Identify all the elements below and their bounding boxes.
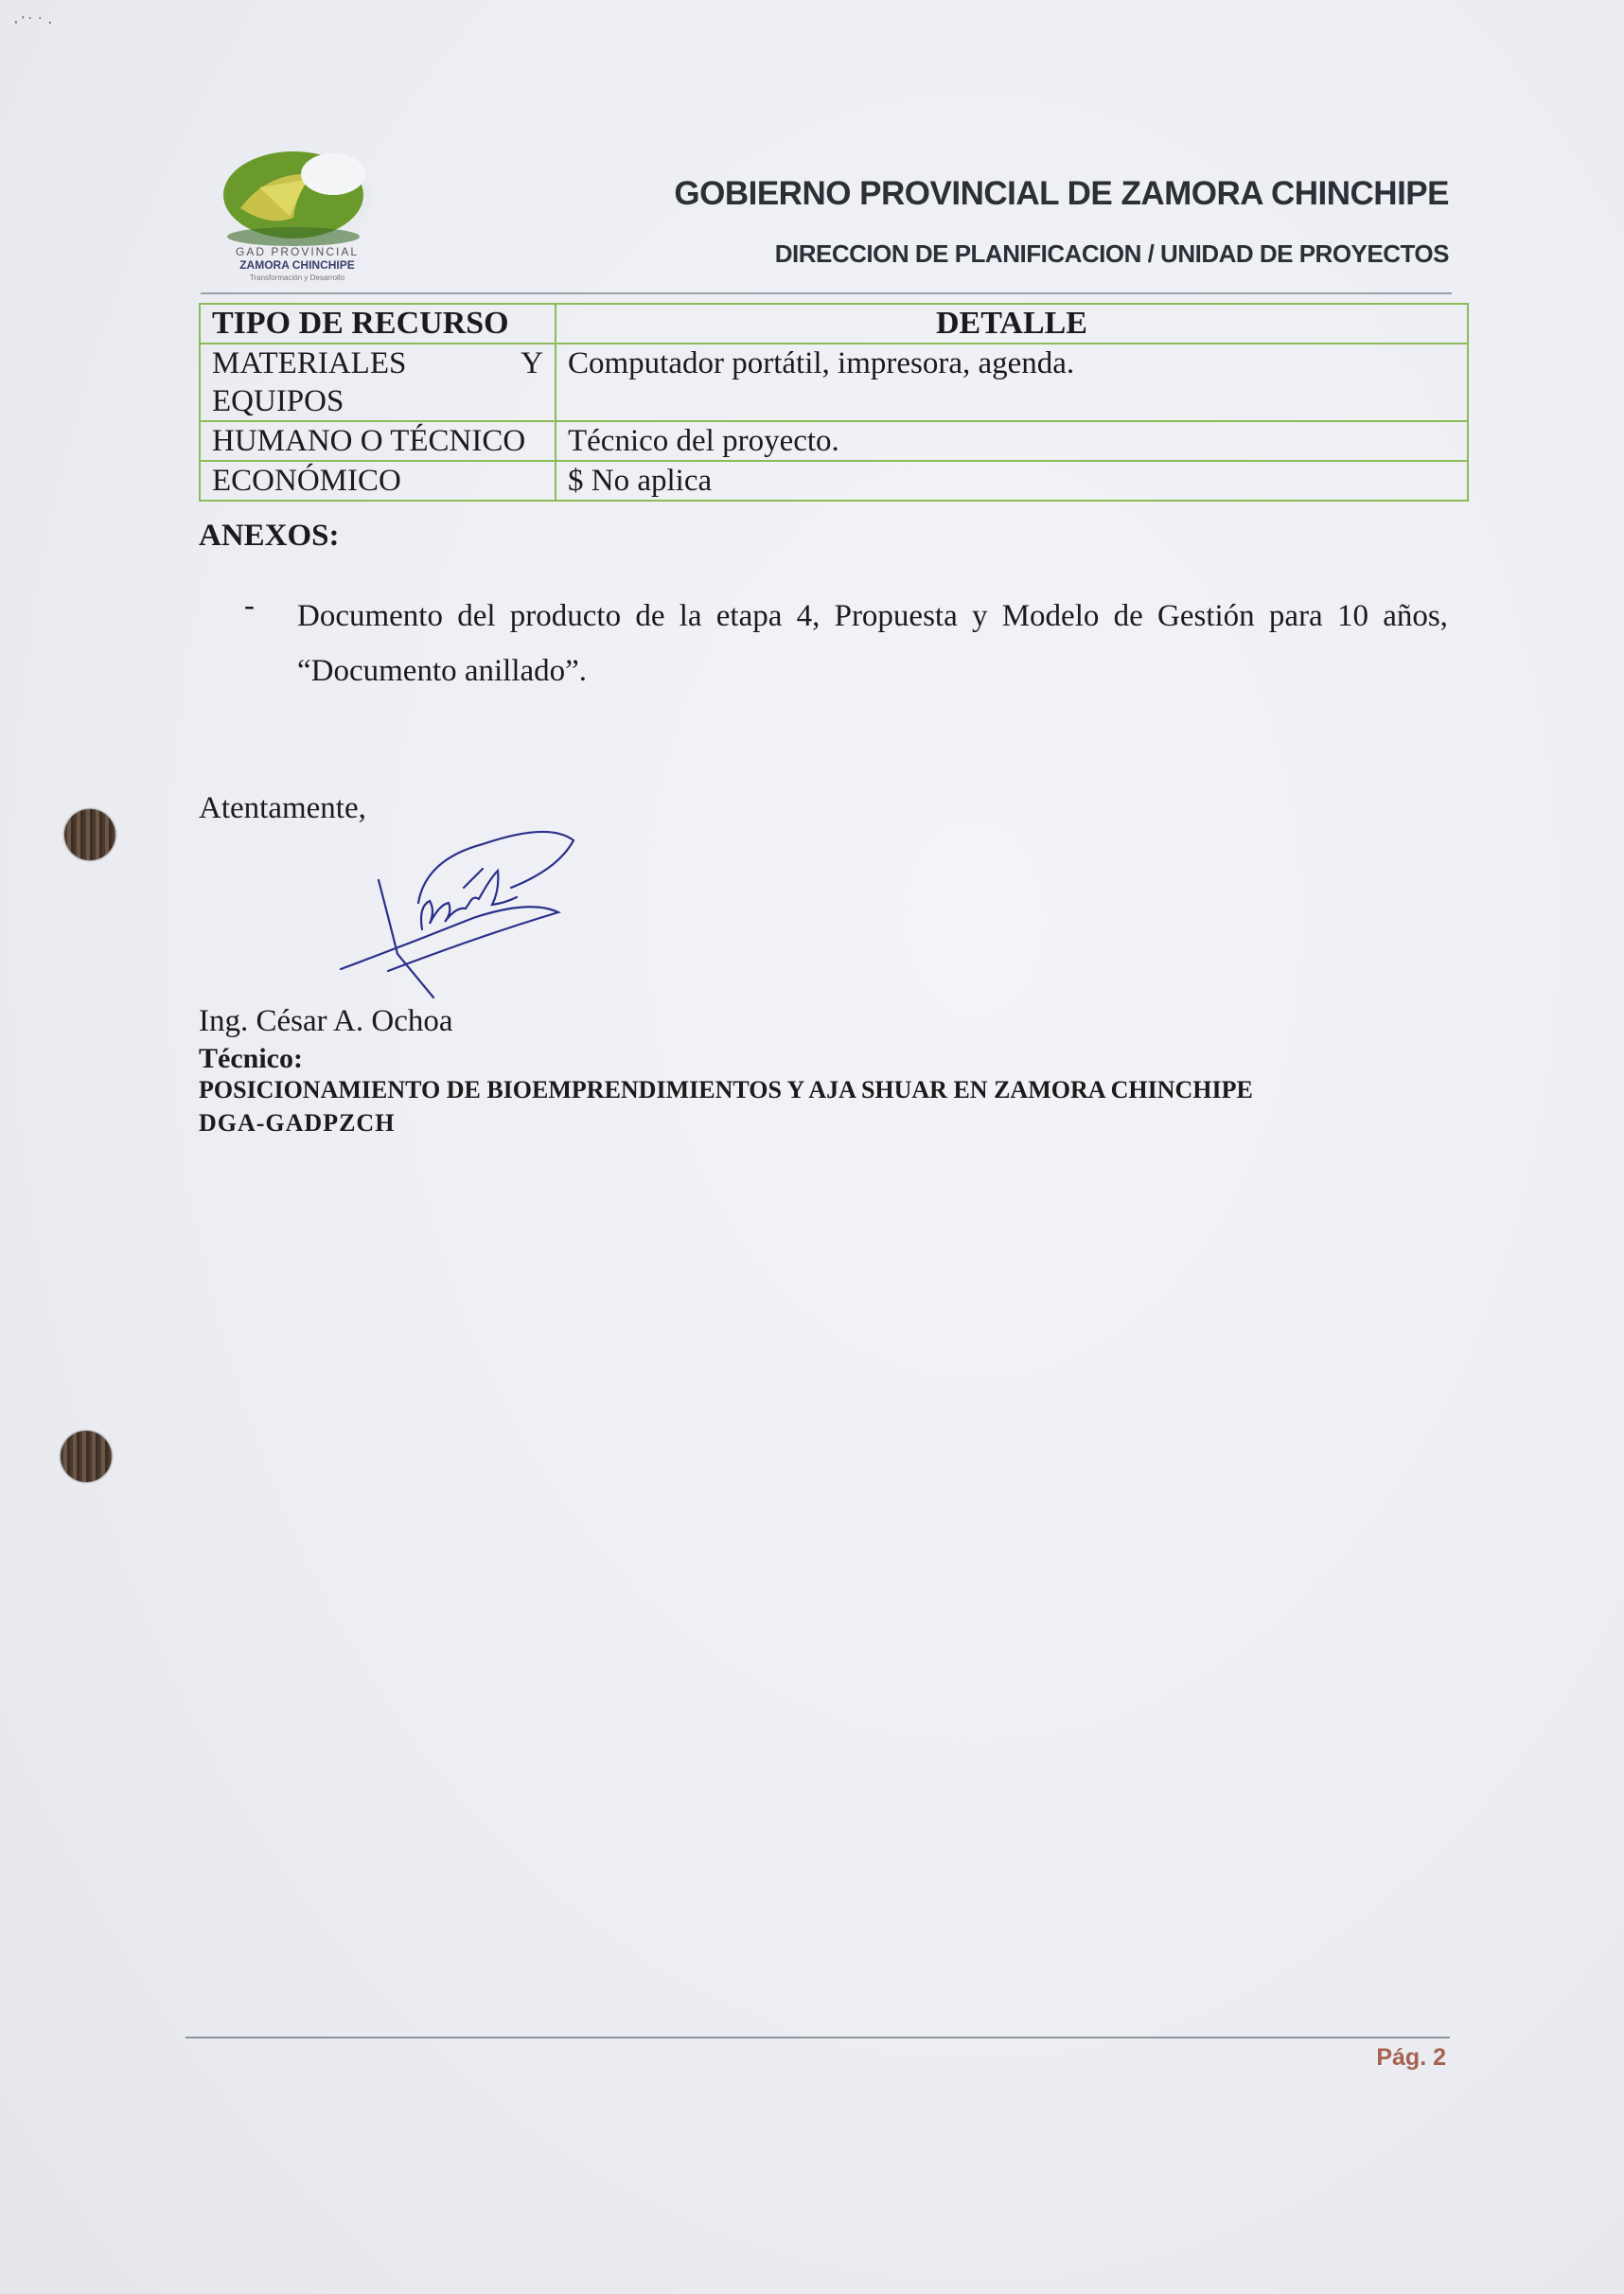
logo-text-line2: ZAMORA CHINCHIPE — [239, 258, 355, 272]
anexo-word: de — [635, 599, 665, 633]
anexo-word: Gestión — [1157, 599, 1255, 633]
anexo-word: Propuesta — [834, 599, 958, 633]
anexo-word: del — [457, 599, 496, 633]
table-header-row — [200, 304, 1468, 344]
header-title: GOBIERNO PROVINCIAL DE ZAMORA CHINCHIPE — [674, 175, 1449, 212]
tipo-word: Y — [521, 346, 543, 380]
table-row — [200, 461, 1468, 501]
signer-role: Técnico: — [199, 1043, 303, 1074]
table-cell-detalle: Técnico del proyecto. — [556, 421, 1468, 461]
anexo-word: años, — [1383, 599, 1448, 633]
gad-zamora-logo — [203, 142, 392, 284]
table-cell-tipo — [200, 344, 556, 421]
table-cell-tipo: HUMANO O TÉCNICO — [200, 421, 556, 461]
header-subtitle: DIRECCION DE PLANIFICACION / UNIDAD DE PROYECTOS — [774, 239, 1449, 268]
anexos-heading: ANEXOS: — [199, 519, 340, 553]
anexo-word: 10 — [1336, 599, 1368, 633]
handwritten-signature — [331, 812, 587, 1020]
anexo-word: Documento — [297, 599, 443, 633]
anexo-word: para — [1268, 599, 1323, 633]
table-row — [200, 421, 1468, 461]
resource-table — [199, 303, 1469, 502]
anexo-line1 — [297, 589, 1448, 644]
org-code: DGA-GADPZCH — [199, 1109, 396, 1137]
tipo-word: EQUIPOS — [212, 384, 344, 418]
table-cell-tipo: ECONÓMICO — [200, 461, 556, 501]
punch-hole — [61, 1431, 112, 1482]
logo-text-line3: Transformación y Desarrollo — [249, 274, 345, 282]
anexo-word: etapa — [715, 599, 783, 633]
table-header-detalle: DETALLE — [556, 304, 1468, 344]
anexo-word: y — [971, 599, 988, 633]
table-row — [200, 344, 1468, 421]
header-divider — [201, 292, 1452, 294]
anexo-text — [297, 589, 1448, 698]
punch-hole — [64, 809, 115, 860]
anexo-line2: “Documento anillado”. — [297, 654, 588, 688]
list-bullet: - — [244, 589, 255, 623]
anexo-word: Modelo — [1001, 599, 1100, 633]
anexo-word: 4, — [796, 599, 821, 633]
anexo-word: de — [1113, 599, 1143, 633]
logo-text-line1: GAD PROVINCIAL — [235, 245, 360, 258]
project-name: POSICIONAMIENTO DE BIOEMPRENDIMIENTOS Y AJA SHUAR EN ZAMORA CHINCHIPE — [199, 1076, 1253, 1103]
closing-text: Atentamente, — [199, 791, 366, 825]
page-number: Pág. 2 — [1376, 2044, 1446, 2071]
signer-name: Ing. César A. Ochoa — [199, 1004, 453, 1038]
scan-corner-marks: ‧ ̓ ˙ ˙ · — [13, 13, 53, 32]
table-cell-detalle: $ No aplica — [556, 461, 1468, 501]
anexo-word: producto — [509, 599, 622, 633]
anexo-word: la — [679, 599, 702, 633]
tipo-word: MATERIALES — [212, 346, 407, 380]
table-header-tipo: TIPO DE RECURSO — [200, 304, 556, 344]
footer-divider — [185, 2037, 1450, 2038]
table-cell-detalle: Computador portátil, impresora, agenda. — [556, 344, 1468, 421]
